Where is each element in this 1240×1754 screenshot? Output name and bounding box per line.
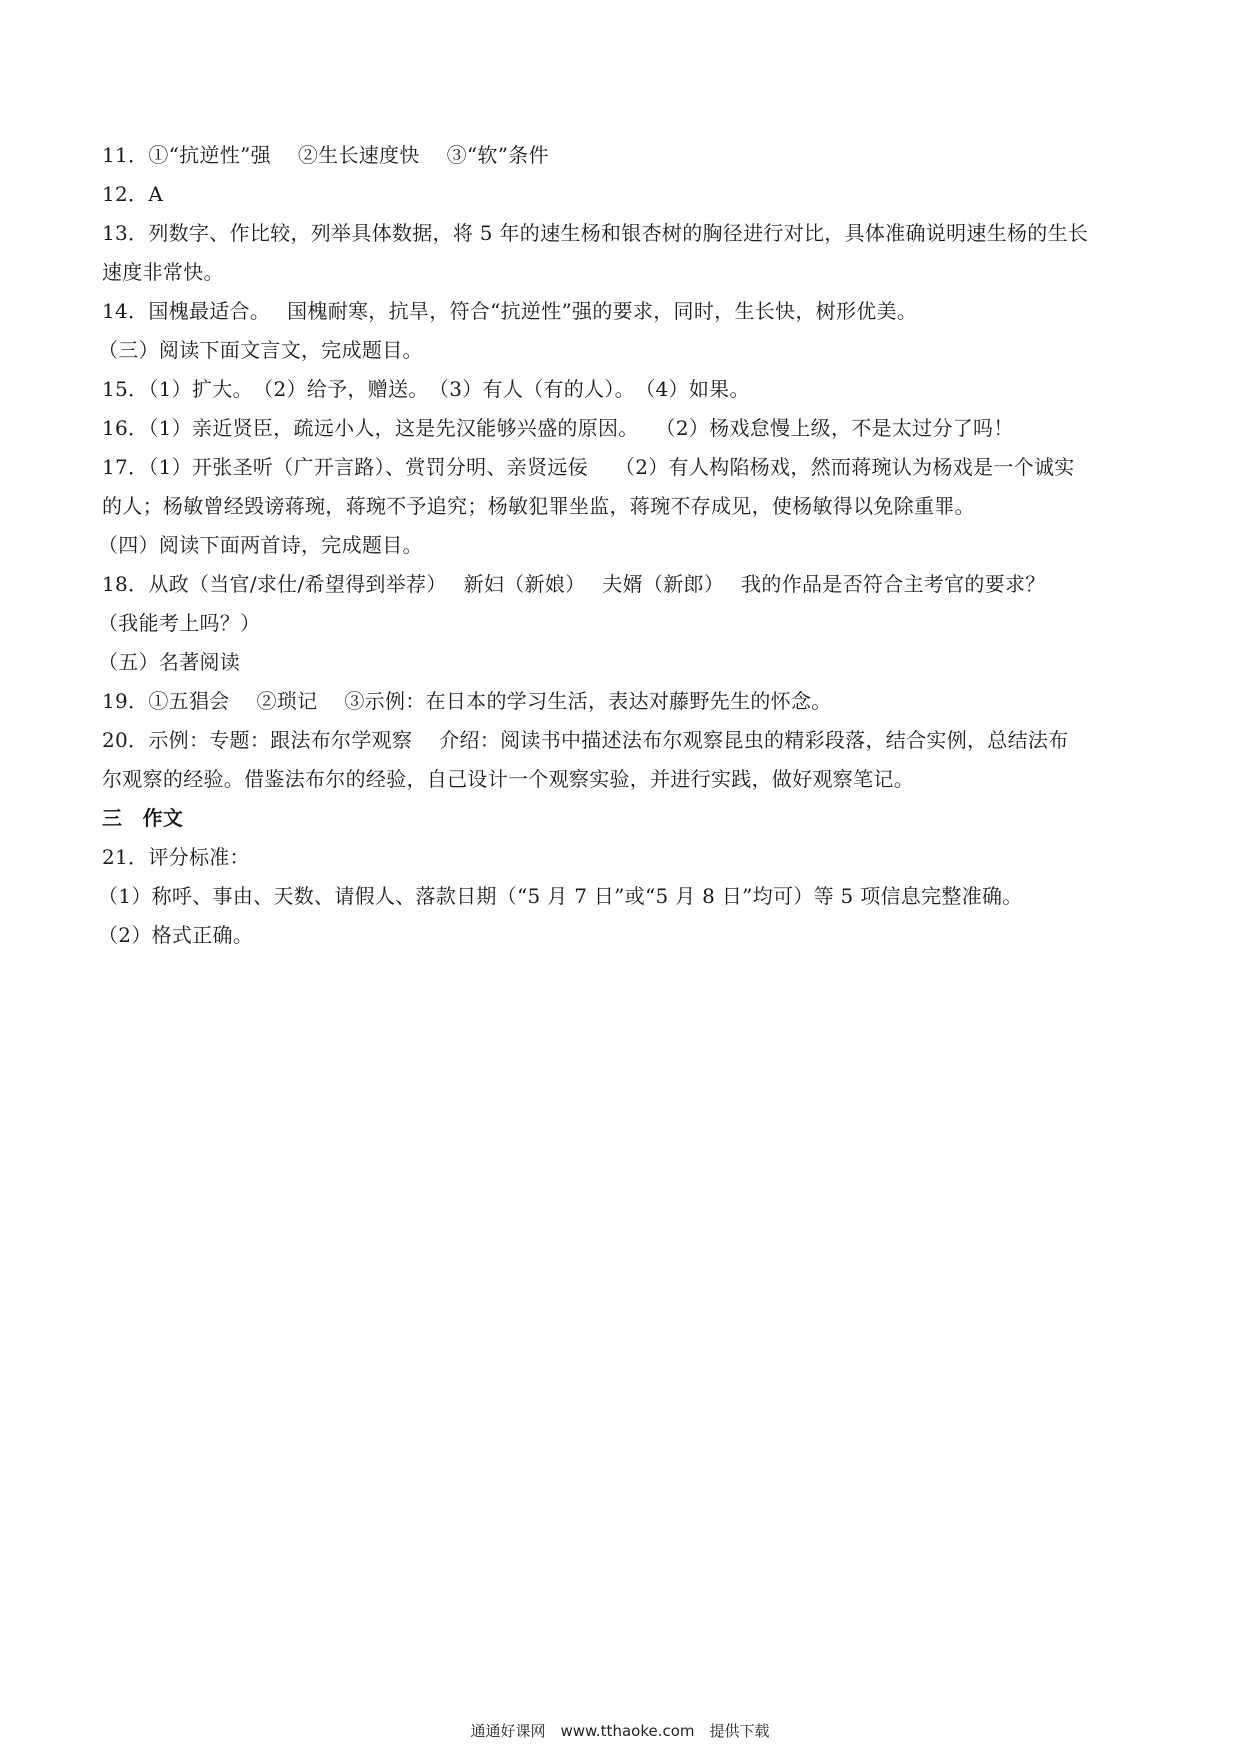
answer-20-line-1: 20．示例：专题：跟法布尔学观察 介绍：阅读书中描述法布尔观察昆虫的精彩段落，结合实例，总结法布 [102, 728, 1069, 752]
answer-19: 19．①五猖会 ②琐记 ③示例：在日本的学习生活，表达对藤野先生的怀念。 [102, 689, 832, 713]
answer-15: 15．（1）扩大。 （2）给予，赠送。 （3）有人（有的人）。 （4）如果。 [102, 377, 750, 401]
answer-14: 14．国槐最适合。 国槐耐寒，抗旱，符合“抗逆性”强的要求，同时，生长快，树形优美。 [102, 299, 918, 323]
page-footer: 通通好课网 www.tthaoke.com 提供下载 [470, 1722, 770, 1740]
answer-18-line-1: 18．从政（当官/求仕/希望得到举荐） 新妇（新娘） 夫婿（新郎） 我的作品是否符合主考官的要求？ [102, 572, 1046, 596]
answer-18-line-2: （我能考上吗？） [98, 611, 261, 635]
answer-12: 12．A [102, 182, 164, 206]
section-heading-5: （五）名著阅读 [98, 650, 241, 674]
section-heading-composition: 三 作文 [102, 806, 184, 830]
answer-21-criterion-1: （1）称呼、事由、天数、请假人、落款日期（“5 月 7 日”或“5 月 8 日”均可）等 5 项信息完整准确。 [98, 884, 1023, 908]
answer-20-line-2: 尔观察的经验。借鉴法布尔的经验，自己设计一个观察实验，并进行实践，做好观察笔记。 [102, 767, 914, 791]
answer-21: 21．评分标准： [102, 845, 250, 869]
answer-16: 16．（1）亲近贤臣，疏远小人，这是先汉能够兴盛的原因。 （2）杨戏怠慢上级，不是太过分了吗！ [102, 416, 1014, 440]
answer-17-line-1: 17．（1）开张圣听（广开言路）、赏罚分明、亲贤远佞 （2）有人构陷杨戏，然而蒋琬认为杨戏是一个诚实 [102, 455, 1075, 479]
answer-17-line-2: 的人；杨敏曾经毁谤蒋琬，蒋琬不予追究；杨敏犯罪坐监，蒋琬不存成见，使杨敏得以免除重罪。 [102, 494, 975, 518]
document-body [98, 136, 1142, 955]
section-heading-4: （四）阅读下面两首诗，完成题目。 [98, 533, 423, 557]
answer-21-criterion-2: （2）格式正确。 [98, 923, 254, 947]
answer-13-line-2: 速度非常快。 [102, 260, 224, 284]
answer-11: 11．①“抗逆性”强 ②生长速度快 ③“软”条件 [102, 143, 549, 167]
answer-13-line-1: 13．列数字、作比较，列举具体数据，将 5 年的速生杨和银杏树的胸径进行对比，具体准确说明速生杨的生长 [102, 221, 1089, 245]
section-heading-3: （三）阅读下面文言文，完成题目。 [98, 338, 423, 362]
